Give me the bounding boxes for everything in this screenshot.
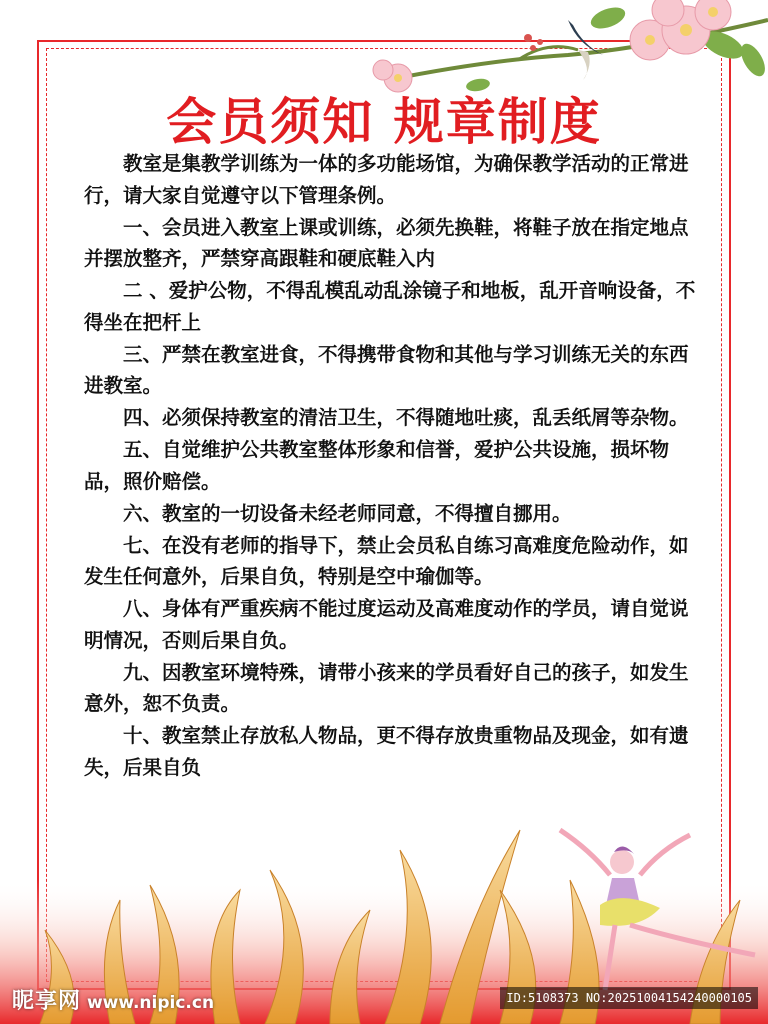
rule-item-8: 八、身体有严重疾病不能过度运动及高难度动作的学员，请自觉说明情况，否则后果自负。 [84, 597, 689, 652]
rule-item-5: 五、自觉维护公共教室整体形象和信誉，爱护公共设施，损坏物品，照价赔偿。 [84, 438, 670, 493]
watermark-id: ID:5108373 NO:20251004154240000105 [500, 987, 758, 1009]
watermark-logo [12, 984, 214, 1015]
watermark-url: www.nipic.cn [86, 993, 215, 1013]
rules-body [84, 148, 696, 784]
rule-item-9: 九、因教室环境特殊，请带小孩来的学员看好自己的孩子，如发生意外，恕不负责。 [84, 660, 689, 715]
rule-item-10: 十、教室禁止存放私人物品，更不得存放贵重物品及现金，如有遗失，后果自负 [84, 724, 689, 779]
rule-item-7: 七、在没有老师的指导下，禁止会员私自练习高难度危险动作，如发生任何意外，后果自负，特别是空中瑜伽等。 [84, 533, 689, 588]
rule-item-4: 四、必须保持教室的清洁卫生，不得随地吐痰，乱丢纸屑等杂物。 [123, 406, 689, 429]
intro-paragraph: 教室是集教学训练为一体的多功能场馆，为确保教学活动的正常进行，请大家自觉遵守以下管理条例。 [84, 152, 689, 207]
rule-item-2: 二 、爱护公物，不得乱模乱动乱涂镜子和地板，乱开音响设备，不得坐在把杆上 [84, 279, 696, 334]
page-title: 会员须知 规章制度 [166, 93, 602, 151]
watermark-brand: 昵享网 [12, 989, 82, 1014]
rule-item-3: 三、严禁在教室进食，不得携带食物和其他与学习训练无关的东西进教室。 [84, 342, 689, 397]
rule-item-6: 六、教室的一切设备未经老师同意，不得擅自挪用。 [123, 501, 572, 525]
rule-item-1: 一、会员进入教室上课或训练，必须先换鞋，将鞋子放在指定地点并摆放整齐，严禁穿高跟鞋和硬底鞋入内 [84, 215, 689, 270]
